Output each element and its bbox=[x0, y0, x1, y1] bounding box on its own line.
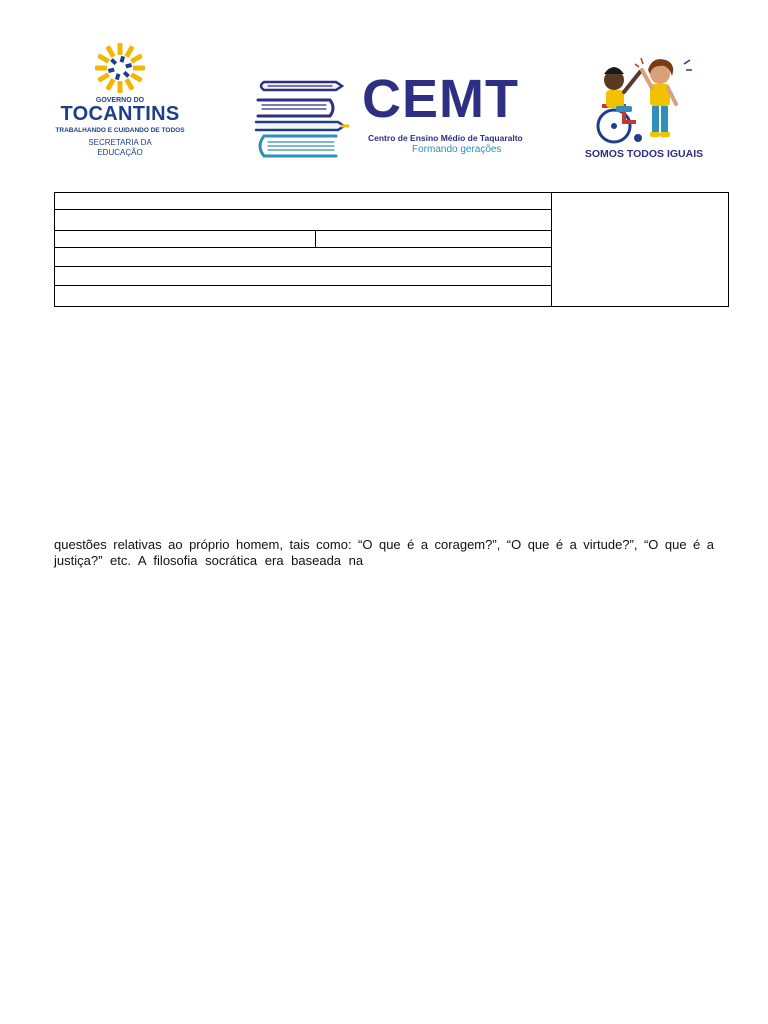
gov-logo-secretaria-line: SECRETARIA DA bbox=[88, 138, 152, 147]
somos-todos-iguais-logo bbox=[580, 50, 708, 162]
student-info-table bbox=[54, 192, 729, 307]
info-field-3b[interactable] bbox=[316, 231, 552, 248]
governo-tocantins-logo bbox=[52, 40, 192, 165]
info-field-1[interactable] bbox=[55, 193, 552, 210]
body-paragraph bbox=[54, 537, 714, 569]
children-high-five-illustration-icon bbox=[580, 50, 708, 146]
books-stack-icon bbox=[250, 78, 350, 160]
body-paragraph-line-2: justiça?” etc. A filosofia socrática era baseada na bbox=[54, 553, 364, 568]
cemt-logo-name: CEMT bbox=[362, 69, 519, 129]
info-field-4[interactable] bbox=[55, 248, 552, 267]
sun-emblem-icon bbox=[94, 42, 146, 94]
inclusion-logo-caption: SOMOS TODOS IGUAIS bbox=[584, 148, 704, 160]
info-field-3a[interactable] bbox=[55, 231, 316, 248]
info-side-box bbox=[552, 193, 729, 307]
info-field-2[interactable] bbox=[55, 210, 552, 231]
cemt-logo bbox=[362, 69, 552, 161]
cemt-logo-tagline: Formando gerações bbox=[412, 144, 502, 155]
info-field-6[interactable] bbox=[55, 286, 552, 307]
cemt-logo-subtitle: Centro de Ensino Médio de Taquaralto bbox=[368, 133, 523, 143]
info-field-5[interactable] bbox=[55, 267, 552, 286]
gov-logo-state-name: TOCANTINS bbox=[60, 103, 180, 125]
gov-logo-slogan: TRABALHANDO E CUIDANDO DE TODOS bbox=[55, 127, 185, 134]
gov-logo-educacao-line: EDUCAÇÃO bbox=[97, 148, 143, 157]
body-paragraph-line-1: questões relativas ao próprio homem, tais como: “O que é a coragem?”, “O que é a virtude?”, “O que é a bbox=[54, 537, 714, 552]
gov-logo-line1: GOVERNO DO bbox=[95, 97, 145, 104]
info-row-1 bbox=[55, 193, 729, 210]
gov-logo-secretaria bbox=[52, 138, 188, 158]
